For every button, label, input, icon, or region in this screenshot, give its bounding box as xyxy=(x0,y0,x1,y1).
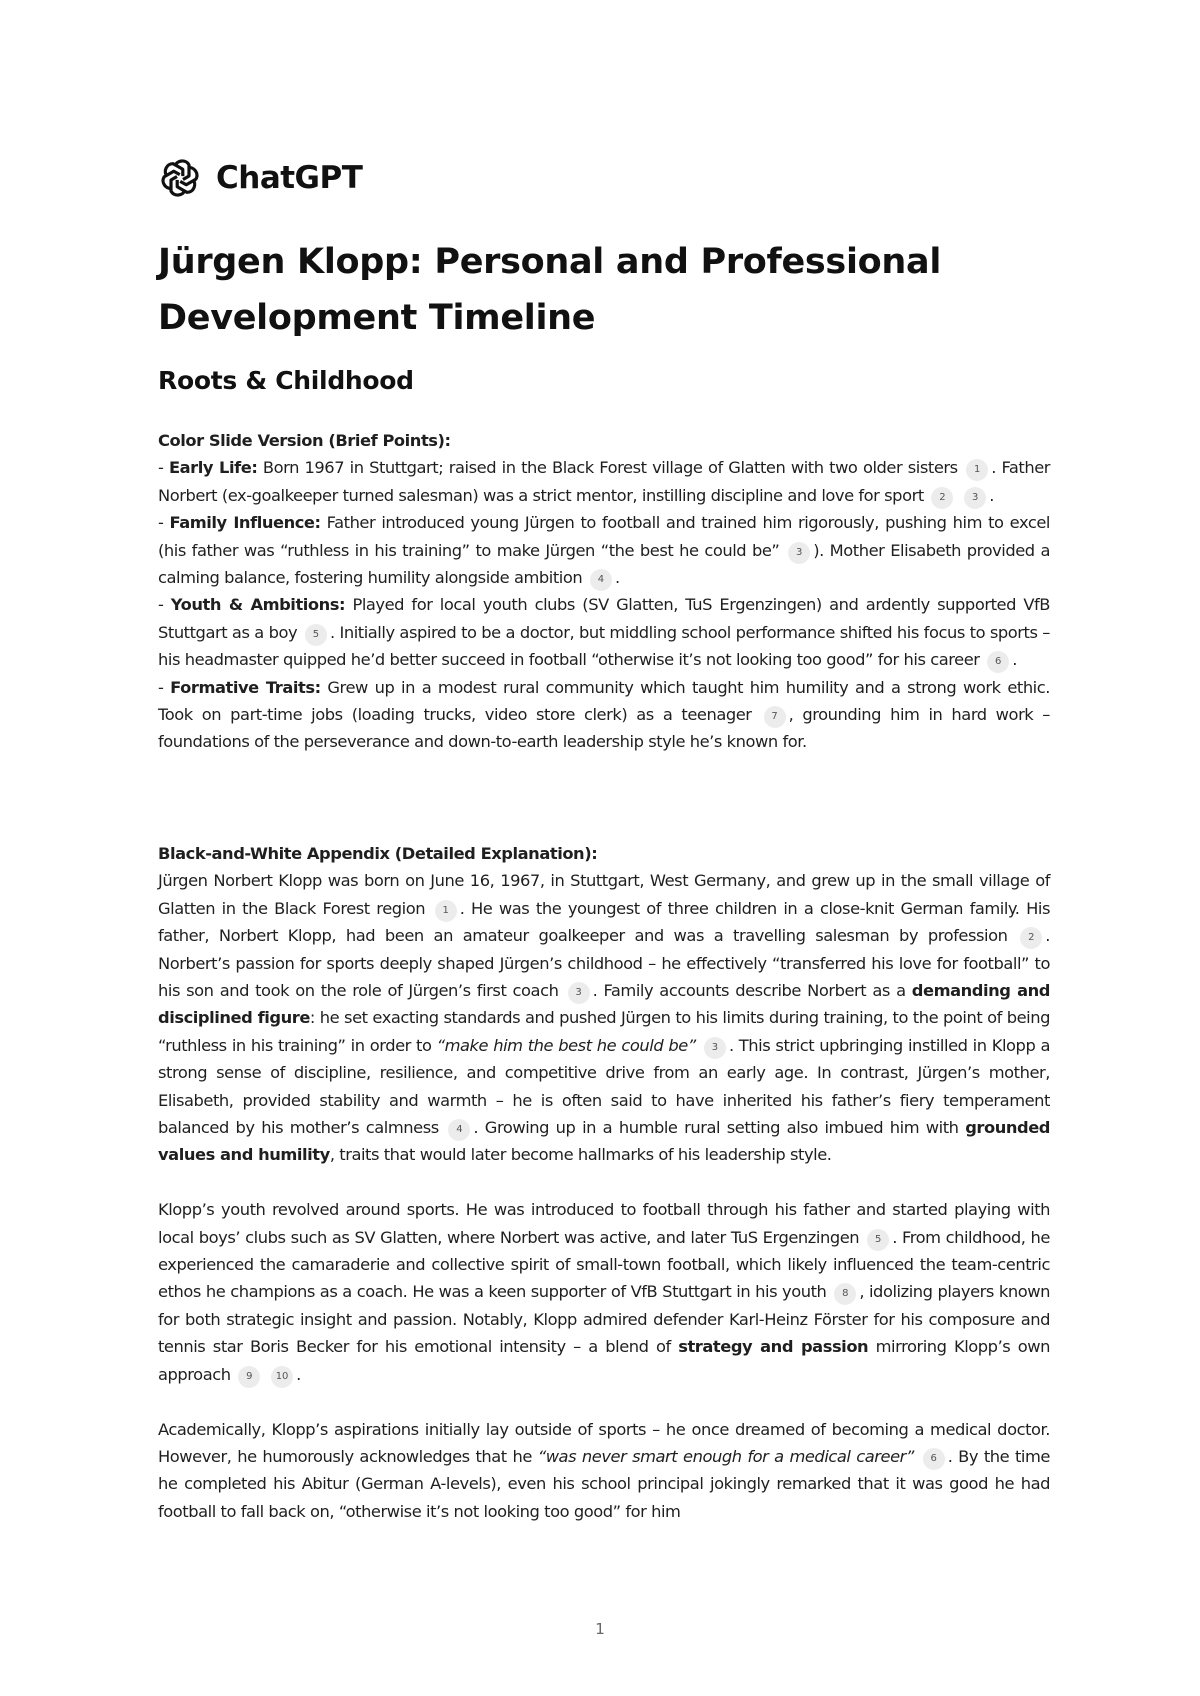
text-run xyxy=(696,1036,701,1055)
appendix-paragraph-2 xyxy=(158,1196,1050,1388)
text-run: mirroring Klopp’s own approach xyxy=(158,1337,1051,1384)
brand-header xyxy=(158,156,362,200)
citation-badge[interactable]: 2 xyxy=(931,487,953,509)
bullet-label: Family Influence: xyxy=(169,513,321,533)
text-run: Grew up in a modest rural community which taught him humility and a strong work ethic. Took on part-time jobs (loading trucks, video store clerk) as a teenager xyxy=(158,677,1050,725)
text-run: . Initially aspired to be a doctor, but middling school performance shifted his focus to sports – his headmaster quipped he’d better succeed in football “otherwise it’s not looking too good” for his career xyxy=(158,622,1050,670)
citation-badge[interactable]: 1 xyxy=(435,900,457,922)
citation-badge[interactable]: 2 xyxy=(1020,927,1042,949)
page-number: 1 xyxy=(595,1620,605,1638)
citation-badge[interactable]: 8 xyxy=(834,1283,856,1305)
citation-badge[interactable]: 5 xyxy=(305,624,327,646)
text-run: Klopp’s youth revolved around sports. He was introduced to football through his father and started playing with local boys’ clubs such as SV Glatten, where Norbert was active, and later TuS Ergenzingen xyxy=(158,1200,1050,1247)
text-run: Jürgen Norbert Klopp was born on June 16, 1967, in Stuttgart, West Germany, and grew up in the small village of Glatten in the Black Forest region xyxy=(158,871,1050,918)
color-slide-heading: Color Slide Version (Brief Points): xyxy=(158,431,451,450)
text-run: . Norbert’s passion for sports deeply shaped Jürgen’s childhood – he effectively “transferred his love for football” to his son and took on the role of Jürgen’s first coach xyxy=(158,926,1050,1001)
citation-badge[interactable]: 3 xyxy=(964,487,986,509)
text-run: , traits that would later become hallmarks of his leadership style. xyxy=(329,1145,832,1165)
appendix-paragraph-1 xyxy=(158,867,1050,1168)
text-run xyxy=(914,1447,920,1466)
text-run: . From childhood, he experienced the camaraderie and collective spirit of small-town football, which likely influenced the team-centric ethos he champions as a coach. He was a keen supporter of VfB Stuttgart in his youth xyxy=(158,1227,1050,1302)
citation-badge[interactable]: 5 xyxy=(867,1229,889,1251)
slide-bullet-item xyxy=(158,674,1050,756)
text-run: Father introduced young Jürgen to football and trained him rigorously, pushing him to excel (his father was “ruthless in his training” to make Jürgen “the best he could be” xyxy=(158,513,1050,560)
openai-logo-icon xyxy=(158,156,202,200)
bold-phrase: strategy and passion xyxy=(678,1337,869,1357)
text-run: Academically, Klopp’s aspirations initially lay outside of sports – he once dreamed of becoming a medical doctor. However, he humorously acknowledges that he xyxy=(158,1419,1050,1466)
color-slide-section xyxy=(158,427,1050,756)
text-run xyxy=(263,1365,268,1384)
citation-badge[interactable]: 6 xyxy=(923,1448,945,1470)
text-run: . xyxy=(296,1364,301,1384)
color-slide-list xyxy=(158,454,1050,755)
text-run: : he set exacting standards and pushed Jürgen to his limits during training, to the point of being “ruthless in his training” in order to xyxy=(158,1008,1050,1055)
text-run: , grounding him in hard work – foundations of the perseverance and down-to-earth leadership style he’s known for. xyxy=(158,705,1051,752)
citation-badge[interactable]: 1 xyxy=(966,459,988,481)
text-run: . Family accounts describe Norbert as a xyxy=(592,981,912,1001)
citation-badge[interactable]: 9 xyxy=(238,1366,260,1388)
bullet-dash: - xyxy=(158,513,170,533)
text-run xyxy=(956,486,961,505)
bullet-label: Youth & Ambitions: xyxy=(170,595,346,615)
document-title: Jürgen Klopp: Personal and Professional Development Timeline xyxy=(158,242,942,338)
text-run: . By the time he completed his Abitur (German A-levels), even his school principal jokingly remarked that it was good he had football to fall back on, “otherwise it’s not looking too good” for him xyxy=(158,1446,1050,1521)
citation-badge[interactable]: 3 xyxy=(788,542,810,564)
text-run: . This strict upbringing instilled in Klopp a strong sense of discipline, resilience, and competitive drive from an early age. In contrast, Jürgen’s mother, Elisabeth, provided stability and warmth – he is often said to have inherited his father’s fiery temperament balanced by his mother’s calmness xyxy=(158,1035,1050,1138)
slide-bullet-item xyxy=(158,509,1050,591)
citation-badge[interactable]: 4 xyxy=(590,569,612,591)
brand-name: ChatGPT xyxy=(216,160,363,196)
appendix-heading: Black-and-White Appendix (Detailed Explanation): xyxy=(158,844,598,863)
bullet-label: Early Life: xyxy=(168,458,258,478)
text-run: . xyxy=(1012,650,1017,670)
bullet-dash: - xyxy=(158,595,171,615)
text-run: . He was the youngest of three children in a close-knit German family. His father, Norbert Klopp, had been an amateur goalkeeper and was a travelling salesman by profession xyxy=(158,898,1050,946)
text-run: Played for local youth clubs (SV Glatten, TuS Ergenzingen) and ardently supported VfB Stuttgart as a boy xyxy=(158,595,1051,642)
bold-phrase: grounded values and humility xyxy=(158,1118,1050,1165)
quoted-phrase: “make him the best he could be” xyxy=(436,1035,696,1055)
text-run: Born 1967 in Stuttgart; raised in the Black Forest village of Glatten with two older sisters xyxy=(257,458,964,478)
appendix-paragraph-3 xyxy=(158,1416,1050,1526)
text-run: ). Mother Elisabeth provided a calming balance, fostering humility alongside ambition xyxy=(158,540,1051,588)
appendix-section xyxy=(158,840,1050,1525)
text-run: . Growing up in a humble rural setting also imbued him with xyxy=(473,1118,966,1138)
citation-badge[interactable]: 3 xyxy=(568,982,590,1004)
text-run: . Father Norbert (ex-goalkeeper turned salesman) was a strict mentor, instilling discipline and love for sport xyxy=(158,458,1051,505)
bullet-dash: - xyxy=(158,458,169,478)
citation-badge[interactable]: 3 xyxy=(704,1037,726,1059)
citation-badge[interactable]: 4 xyxy=(448,1119,470,1141)
citation-badge[interactable]: 6 xyxy=(987,651,1009,673)
citation-badge[interactable]: 7 xyxy=(764,706,786,728)
bold-phrase: demanding and disciplined figure xyxy=(158,981,1050,1028)
bullet-dash: - xyxy=(158,677,171,697)
slide-bullet-item xyxy=(158,454,1050,509)
bullet-label: Formative Traits: xyxy=(170,677,321,697)
section-heading: Roots & Childhood xyxy=(158,366,414,395)
slide-bullet-item xyxy=(158,591,1050,673)
citation-badge[interactable]: 10 xyxy=(271,1366,293,1388)
text-run: , idolizing players known for both strategic insight and passion. Notably, Klopp admired defender Karl-Heinz Förster for his composure and tennis star Boris Becker for his emotional intensity – a blend of xyxy=(158,1282,1050,1357)
text-run: . xyxy=(989,485,994,505)
quoted-phrase: “was never smart enough for a medical career” xyxy=(537,1446,914,1466)
text-run: . xyxy=(614,568,620,588)
